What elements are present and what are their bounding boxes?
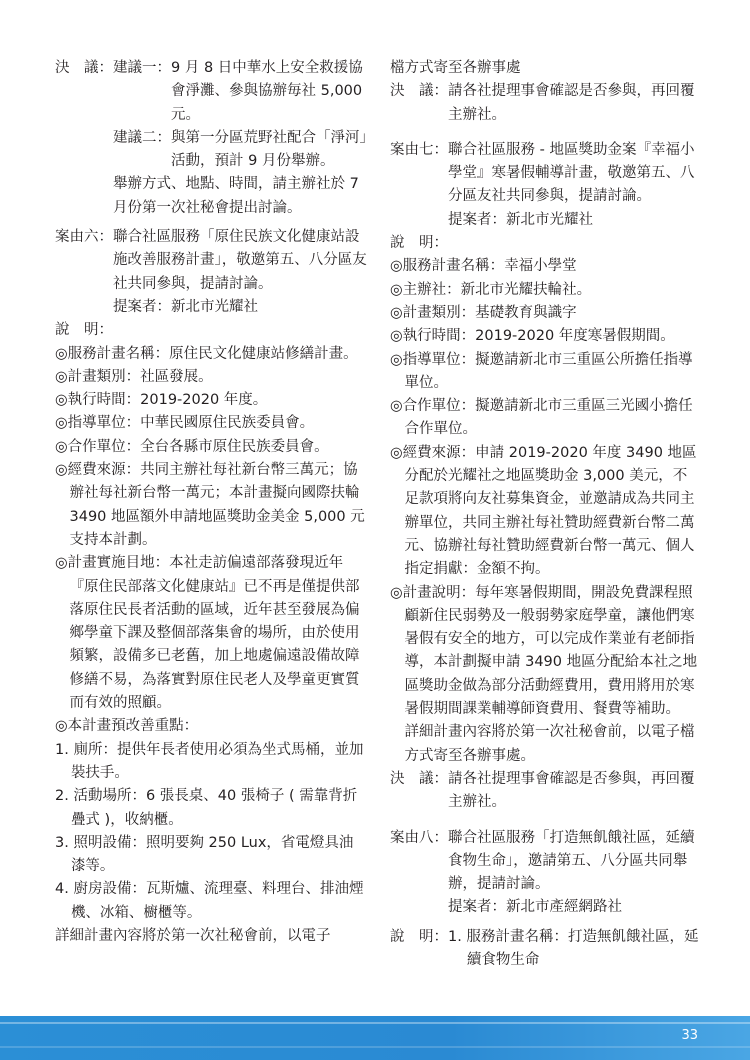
case-8-label: 案由八： (390, 829, 448, 846)
left-column (55, 57, 367, 948)
description-label: 說 明： (390, 928, 448, 945)
continuation-text: 檔方式寄至各辦事處 (390, 60, 521, 76)
numbered-item: 3. 照明設備：照明要夠 250 Lux，省電燈具油漆等。 (55, 834, 354, 875)
description-label: 說 明： (390, 235, 448, 252)
resolution-label: 決 議： (390, 83, 448, 100)
suggestion-1-text: 9 月 8 日中華水上安全救援協會淨灘、參與協辦毎社 5,000 元。 (171, 60, 363, 123)
numbered-list (55, 739, 367, 925)
list-item: ◎計畫說明：每年寒暑假期間，開設免費課程照顧新住民弱勢及一般弱勢家庭學童，讓他們寒暑假有安全的地方，可以完成作業並有老師指導，本計劃擬申請 3490 地區分配給本社之地區獎助金做為部分活動經費用，費用將用於寒暑假期間課業輔導師資費用、餐費等補助。 (390, 584, 698, 718)
list-item: ◎計畫實施目地：本社走訪偏遠部落發現近年『原住民部落文化健康站』已不再是僅提供部落原住民長者活動的區域，近年甚至發展為偏鄉學童下課及整個部落集會的場所，由於使用頻繁，設備多已老舊，加上地處偏遠設備故障修繕不易，為落實對原住民老人及學童更實質而有效的照顧。 (55, 555, 360, 712)
resolution-2 (390, 80, 700, 127)
list-item: ◎執行時間：2019-2020 年度寒暑假期間。 (390, 328, 675, 345)
footer-stripe (0, 1046, 750, 1048)
list-item: ◎合作單位：全台各縣市原住民族委員會。 (55, 438, 329, 455)
case-8-description (390, 926, 700, 973)
suggestion-1 (113, 57, 367, 127)
list-item: ◎計畫類別：基礎教育與識字 (390, 304, 577, 321)
footer-band (0, 1016, 750, 1060)
case-6-label: 案由六： (55, 229, 113, 246)
list-item: ◎經費來源：申請 2019-2020 年度 3490 地區分配於光耀社之地區獎助金 3,000 美元，不足款項將向友社募集資金，並邀請成為共同主辦單位，共同主辦社每社贊助經費新台幣二萬元、協辦社每社贊助經費新台幣一萬元、個人指定捐獻：金額不拘。 (390, 444, 697, 578)
case-7-label: 案由七： (390, 141, 448, 158)
case-6 (55, 226, 367, 319)
numbered-item: 1. 廁所：提供年長者使用必須為坐式馬桶，並加裝扶手。 (55, 741, 364, 781)
list-item: ◎經費來源：共同主辦社每社新台幣三萬元；協辦社每社新台幣一萬元；本計畫擬向國際扶輪 3490 地區額外申請地區獎助金美金 5,000 元支持本計劃。 (55, 462, 365, 548)
case-8-text: 聯合社區服務「打造無飢餓社區，延續食物生命」，邀請第五、八分區共同舉辦，提請討論。 (448, 829, 695, 893)
numbered-item: 4. 廚房設備：瓦斯爐、流理臺、料理台、排油煙機、冰箱、櫥櫃等。 (55, 881, 364, 921)
suggestion-2-text: 與第一分區荒野社配合「淨河」活動，預計 9 月份舉辦。 (171, 129, 367, 170)
case-8 (390, 827, 700, 920)
suggestion-2-label: 建議二： (113, 129, 171, 146)
resolution-3-text: 請各社提理事會確認是否參與，再回覆主辦社。 (448, 770, 695, 811)
description-label: 說 明： (55, 322, 113, 339)
resolution-1 (55, 57, 367, 220)
list-item: ◎計畫類別：社區發展。 (55, 368, 213, 385)
resolution-2-text: 請各社提理事會確認是否參與，再回覆主辦社。 (448, 83, 695, 123)
closing-text: 詳細計畫內容將於第一次社秘會前，以電子 (55, 927, 331, 944)
resolution-3 (390, 768, 700, 815)
list-item: ◎本計畫預改善重點： (55, 718, 199, 735)
page-number: 33 (681, 1028, 698, 1043)
list-item: ◎指導單位：中華民國原住民族委員會。 (55, 415, 315, 432)
item-list (390, 255, 700, 721)
list-item: ◎指導單位：擬邀請新北市三重區公所擔任指導單位。 (390, 351, 693, 391)
resolution-label: 決 議： (390, 770, 448, 787)
suggestion-1-label: 建議一： (113, 60, 171, 76)
resolution-label: 決 議： (55, 60, 113, 76)
list-item: ◎合作單位：擬邀請新北市三重區三光國小擔任合作單位。 (390, 398, 693, 438)
detail-text: 詳細計畫內容將於第一次社秘會前，以電子檔方式寄至各辦事處。 (404, 724, 695, 764)
footer-stripe (0, 1022, 750, 1024)
list-item: ◎主辦社：新北市光耀扶輪社。 (390, 281, 592, 298)
list-item: ◎執行時間：2019-2020 年度。 (55, 392, 268, 409)
case-7 (390, 139, 700, 232)
case-7-text: 聯合社區服務 - 地區獎助金案『幸福小學堂』寒暑假輔導計畫，敬邀第五、八分區友社共同參與，提請討論。 (448, 141, 695, 205)
resolution-1-note: 舉辦方式、地點、時間，請主辦社於 7 月份第一次社秘會提出討論。 (113, 176, 359, 216)
suggestion-2 (113, 127, 367, 174)
case-7-proposer: 提案者：新北市光耀社 (448, 211, 593, 228)
right-column (390, 57, 700, 972)
description-text: 1. 服務計畫名稱：打造無飢餓社區，延續食物生命 (448, 928, 699, 968)
list-item: ◎服務計畫名稱：幸福小學堂 (390, 258, 577, 275)
case-6-text: 聯合社區服務「原住民族文化健康站設施改善服務計畫」，敬邀第五、八分區友社共同參與，提請討論。 (113, 229, 367, 292)
item-list (55, 343, 367, 739)
case-8-proposer: 提案者：新北市產經網路社 (448, 899, 622, 916)
list-item: ◎服務計畫名稱：原住民文化健康站修繕計畫。 (55, 345, 358, 362)
numbered-item: 2. 活動場所：6 張長桌、40 張椅子 ( 需靠背折疊式 )，收納櫃。 (55, 788, 358, 828)
case-6-proposer: 提案者：新北市光耀社 (113, 298, 258, 315)
